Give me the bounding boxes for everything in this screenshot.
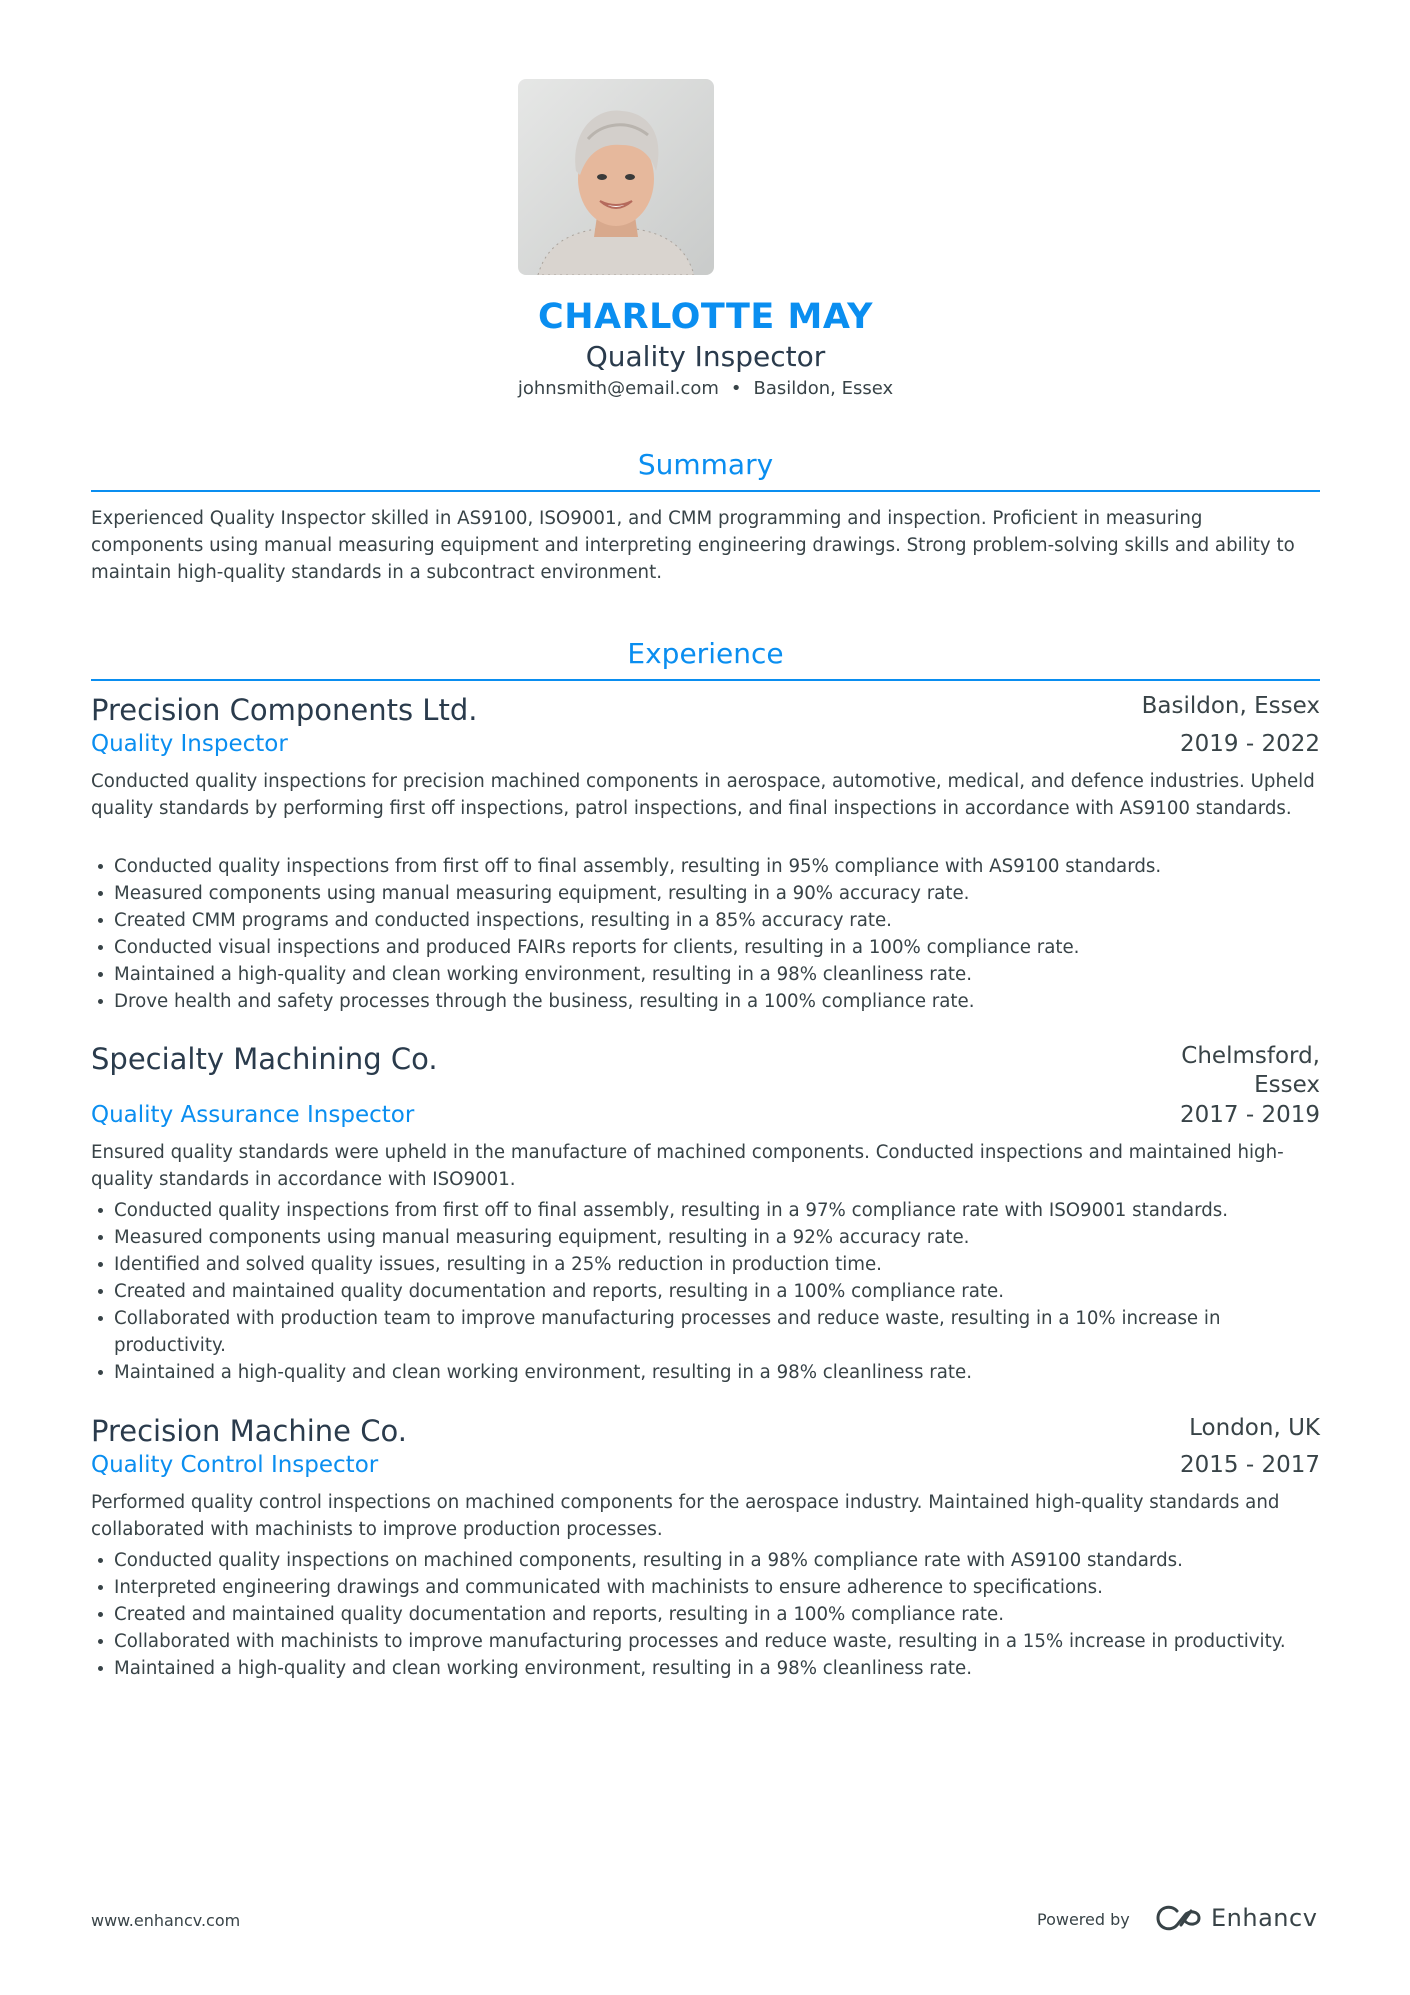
enhancv-logo-text: Enhancv <box>1211 1904 1318 1932</box>
job-role: Quality Control Inspector <box>91 1452 379 1478</box>
contact-separator: • <box>730 378 742 399</box>
list-item: Conducted quality inspections from first off to final assembly, resulting in 95% compliance with AS9100 standards. <box>91 853 1320 880</box>
job-role: Quality Assurance Inspector <box>91 1102 415 1128</box>
job-bullets <box>91 853 1320 1015</box>
list-item: Measured components using manual measuring equipment, resulting in a 92% accuracy rate. <box>91 1224 1320 1251</box>
list-item: Drove health and safety processes through the business, resulting in a 100% compliance rate. <box>91 988 1320 1015</box>
summary-text: Experienced Quality Inspector skilled in AS9100, ISO9001, and CMM programming and inspection. Proficient in measuring components using manual measuring equipment and interpreting engineering drawings. Strong problem-solving skills and ability to maintain high-quality standards in a subcontract environment. <box>91 508 1295 583</box>
job-location-line2: Essex <box>1254 1072 1320 1098</box>
summary-heading: Summary <box>637 448 774 481</box>
experience-divider <box>91 679 1320 681</box>
job-location-line1: Chelmsford, <box>1181 1043 1320 1069</box>
list-item: Created and maintained quality documentation and reports, resulting in a 100% compliance rate. <box>91 1601 1320 1628</box>
list-item: Interpreted engineering drawings and communicated with machinists to ensure adherence to specifications. <box>91 1574 1320 1601</box>
list-item: Maintained a high-quality and clean working environment, resulting in a 98% cleanliness rate. <box>91 961 1320 988</box>
job-bullets <box>91 1197 1320 1386</box>
job-location: Basildon, Essex <box>1141 693 1320 719</box>
summary-divider <box>91 490 1320 492</box>
candidate-title: Quality Inspector <box>585 340 826 373</box>
portrait-image <box>518 79 714 275</box>
experience-heading: Experience <box>627 637 784 670</box>
contact-line <box>91 378 1320 399</box>
job-role: Quality Inspector <box>91 731 288 757</box>
job-location <box>1181 1042 1320 1100</box>
list-item: Created and maintained quality documentation and reports, resulting in a 100% compliance rate. <box>91 1278 1320 1305</box>
footer-url[interactable]: www.enhancv.com <box>91 1911 241 1930</box>
job-company: Precision Components Ltd. <box>91 693 478 727</box>
list-item: Conducted visual inspections and produced FAIRs reports for clients, resulting in a 100% compliance rate. <box>91 934 1320 961</box>
list-item: Maintained a high-quality and clean working environment, resulting in a 98% cleanliness rate. <box>91 1359 1320 1386</box>
list-item: Identified and solved quality issues, resulting in a 25% reduction in production time. <box>91 1251 1320 1278</box>
contact-location: Basildon, Essex <box>753 378 894 399</box>
enhancv-logo-icon <box>1155 1905 1203 1931</box>
list-item: Conducted quality inspections on machined components, resulting in a 98% compliance rate with AS9100 standards. <box>91 1547 1320 1574</box>
job-dates: 2017 - 2019 <box>1180 1102 1320 1128</box>
list-item: Created CMM programs and conducted inspections, resulting in a 85% accuracy rate. <box>91 907 1320 934</box>
list-item: Collaborated with machinists to improve manufacturing processes and reduce waste, resulting in a 15% increase in productivity. <box>91 1628 1320 1655</box>
job-dates: 2015 - 2017 <box>1180 1452 1320 1478</box>
job-dates: 2019 - 2022 <box>1180 731 1320 757</box>
job-location: London, UK <box>1189 1415 1320 1441</box>
job-company: Precision Machine Co. <box>91 1414 407 1448</box>
list-item: Collaborated with production team to improve manufacturing processes and reduce waste, resulting in a 10% increase in productivity. <box>91 1305 1320 1359</box>
contact-email[interactable]: johnsmith@email.com <box>517 378 719 399</box>
footer-powered-by: Powered by <box>1037 1910 1130 1929</box>
job-description: Performed quality control inspections on machined components for the aerospace industry. Maintained high-quality standards and collaborated with machinists to improve production processes. <box>91 1492 1280 1540</box>
job-bullets <box>91 1547 1320 1682</box>
job-description: Conducted quality inspections for precision machined components in aerospace, automotive, medical, and defence industries. Upheld quality standards by performing first off inspections, patrol inspections, and final inspections in accordance with AS9100 standards. <box>91 771 1315 819</box>
list-item: Measured components using manual measuring equipment, resulting in a 90% accuracy rate. <box>91 880 1320 907</box>
list-item: Conducted quality inspections from first off to final assembly, resulting in a 97% compliance rate with ISO9001 standards. <box>91 1197 1320 1224</box>
list-item: Maintained a high-quality and clean working environment, resulting in a 98% cleanliness rate. <box>91 1655 1320 1682</box>
enhancv-logo[interactable] <box>1155 1900 1317 1936</box>
candidate-name: CHARLOTTE MAY <box>538 297 873 337</box>
job-description: Ensured quality standards were upheld in the manufacture of machined components. Conducted inspections and maintained high-quality standards in accordance with ISO9001. <box>91 1142 1284 1190</box>
profile-photo <box>518 79 714 275</box>
job-company: Specialty Machining Co. <box>91 1042 438 1076</box>
